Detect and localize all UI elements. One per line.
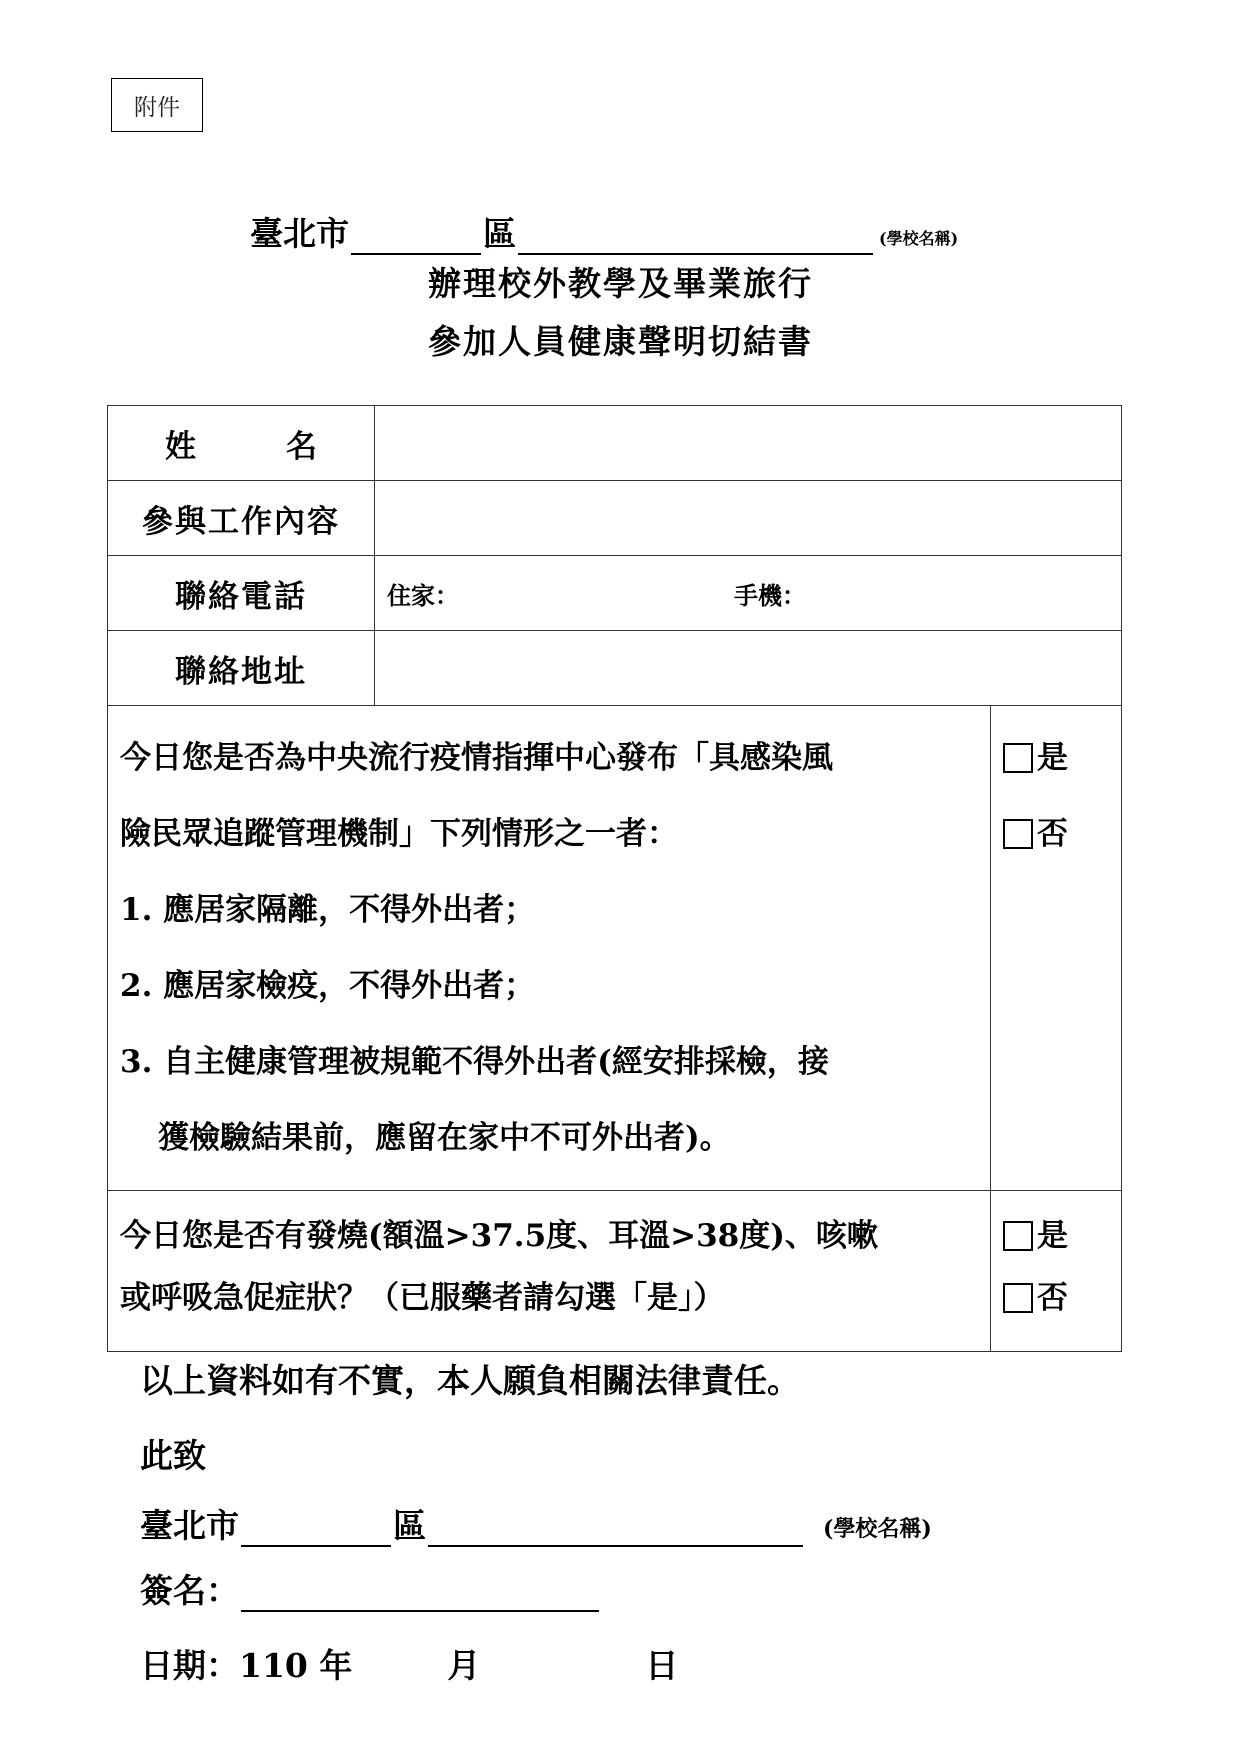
question-1-line: 今日您是否為中央流行疫情指揮中心發布「具感染風	[120, 740, 833, 776]
date-line	[140, 1640, 678, 1687]
work-content-field[interactable]	[375, 481, 1122, 556]
liability-statement: 以上資料如有不實，本人願負相關法律責任。	[140, 1361, 800, 1400]
phone-home-label: 住家：	[387, 580, 459, 610]
checkbox-icon[interactable]	[1003, 743, 1033, 773]
question-2-yes[interactable]: 是	[1003, 1205, 1121, 1267]
name-label: 姓 名	[108, 406, 375, 481]
health-declaration-table	[107, 405, 1122, 1352]
footer-district-blank[interactable]	[241, 1511, 391, 1547]
date-label: 日期：110 年	[140, 1646, 353, 1685]
table-row-question-2	[108, 1191, 1122, 1352]
phone-field[interactable]	[375, 556, 1122, 631]
footer-school-name-blank[interactable]	[428, 1511, 803, 1547]
name-field[interactable]	[375, 406, 1122, 481]
footer-school-line	[140, 1500, 932, 1547]
school-name-blank[interactable]	[518, 217, 873, 255]
question-1-line: 險民眾追蹤管理機制」下列情形之一者：	[120, 816, 678, 852]
address-field[interactable]	[375, 631, 1122, 706]
table-row-phone	[108, 556, 1122, 631]
signature-label: 簽名：	[140, 1571, 239, 1610]
question-1	[108, 706, 991, 1191]
table-row-address	[108, 631, 1122, 706]
date-month: 月	[447, 1646, 481, 1685]
question-1-line: 獲檢驗結果前，應留在家中不可外出者)。	[158, 1120, 731, 1156]
question-2-no[interactable]: 否	[1003, 1267, 1121, 1329]
footer-school-note: (學校名稱)	[823, 1516, 932, 1542]
title-city: 臺北市	[250, 214, 349, 253]
question-2-options	[991, 1191, 1122, 1352]
checkbox-icon[interactable]	[1003, 1221, 1033, 1251]
question-1-no[interactable]: 否	[1003, 796, 1121, 872]
question-2	[108, 1191, 991, 1352]
title-line-3: 參加人員健康聲明切結書	[428, 322, 813, 361]
checkbox-icon[interactable]	[1003, 819, 1033, 849]
title-school-line	[250, 205, 958, 255]
footer-district: 區	[393, 1506, 426, 1545]
address-label: 聯絡地址	[108, 631, 375, 706]
table-row-work	[108, 481, 1122, 556]
checkbox-icon[interactable]	[1003, 1283, 1033, 1313]
attachment-label: 附件	[111, 78, 203, 132]
table-row-question-1	[108, 706, 1122, 1191]
question-1-yes[interactable]: 是	[1003, 720, 1121, 796]
signature-line	[140, 1565, 601, 1612]
signature-blank[interactable]	[241, 1570, 599, 1612]
phone-label: 聯絡電話	[108, 556, 375, 631]
table-row-name	[108, 406, 1122, 481]
question-1-line: 1. 應居家隔離，不得外出者；	[120, 892, 536, 928]
work-content-label: 參與工作內容	[108, 481, 375, 556]
title-district: 區	[483, 214, 516, 253]
question-2-line: 或呼吸急促症狀？（已服藥者請勾選「是」）	[120, 1280, 725, 1316]
district-blank[interactable]	[351, 217, 481, 255]
question-1-line: 3. 自主健康管理被規範不得外出者(經安排採檢，接	[120, 1044, 829, 1080]
question-1-line: 2. 應居家檢疫，不得外出者；	[120, 968, 536, 1004]
school-name-note: (學校名稱)	[879, 229, 959, 248]
phone-mobile-label: 手機：	[734, 580, 806, 610]
question-2-line: 今日您是否有發燒(額溫>37.5度、耳溫>38度)、咳嗽	[120, 1218, 878, 1254]
salutation: 此致	[140, 1436, 206, 1475]
footer-city: 臺北市	[140, 1506, 239, 1545]
date-day: 日	[645, 1646, 679, 1685]
title-line-2: 辦理校外教學及畢業旅行	[428, 264, 813, 303]
question-1-options	[991, 706, 1122, 1191]
